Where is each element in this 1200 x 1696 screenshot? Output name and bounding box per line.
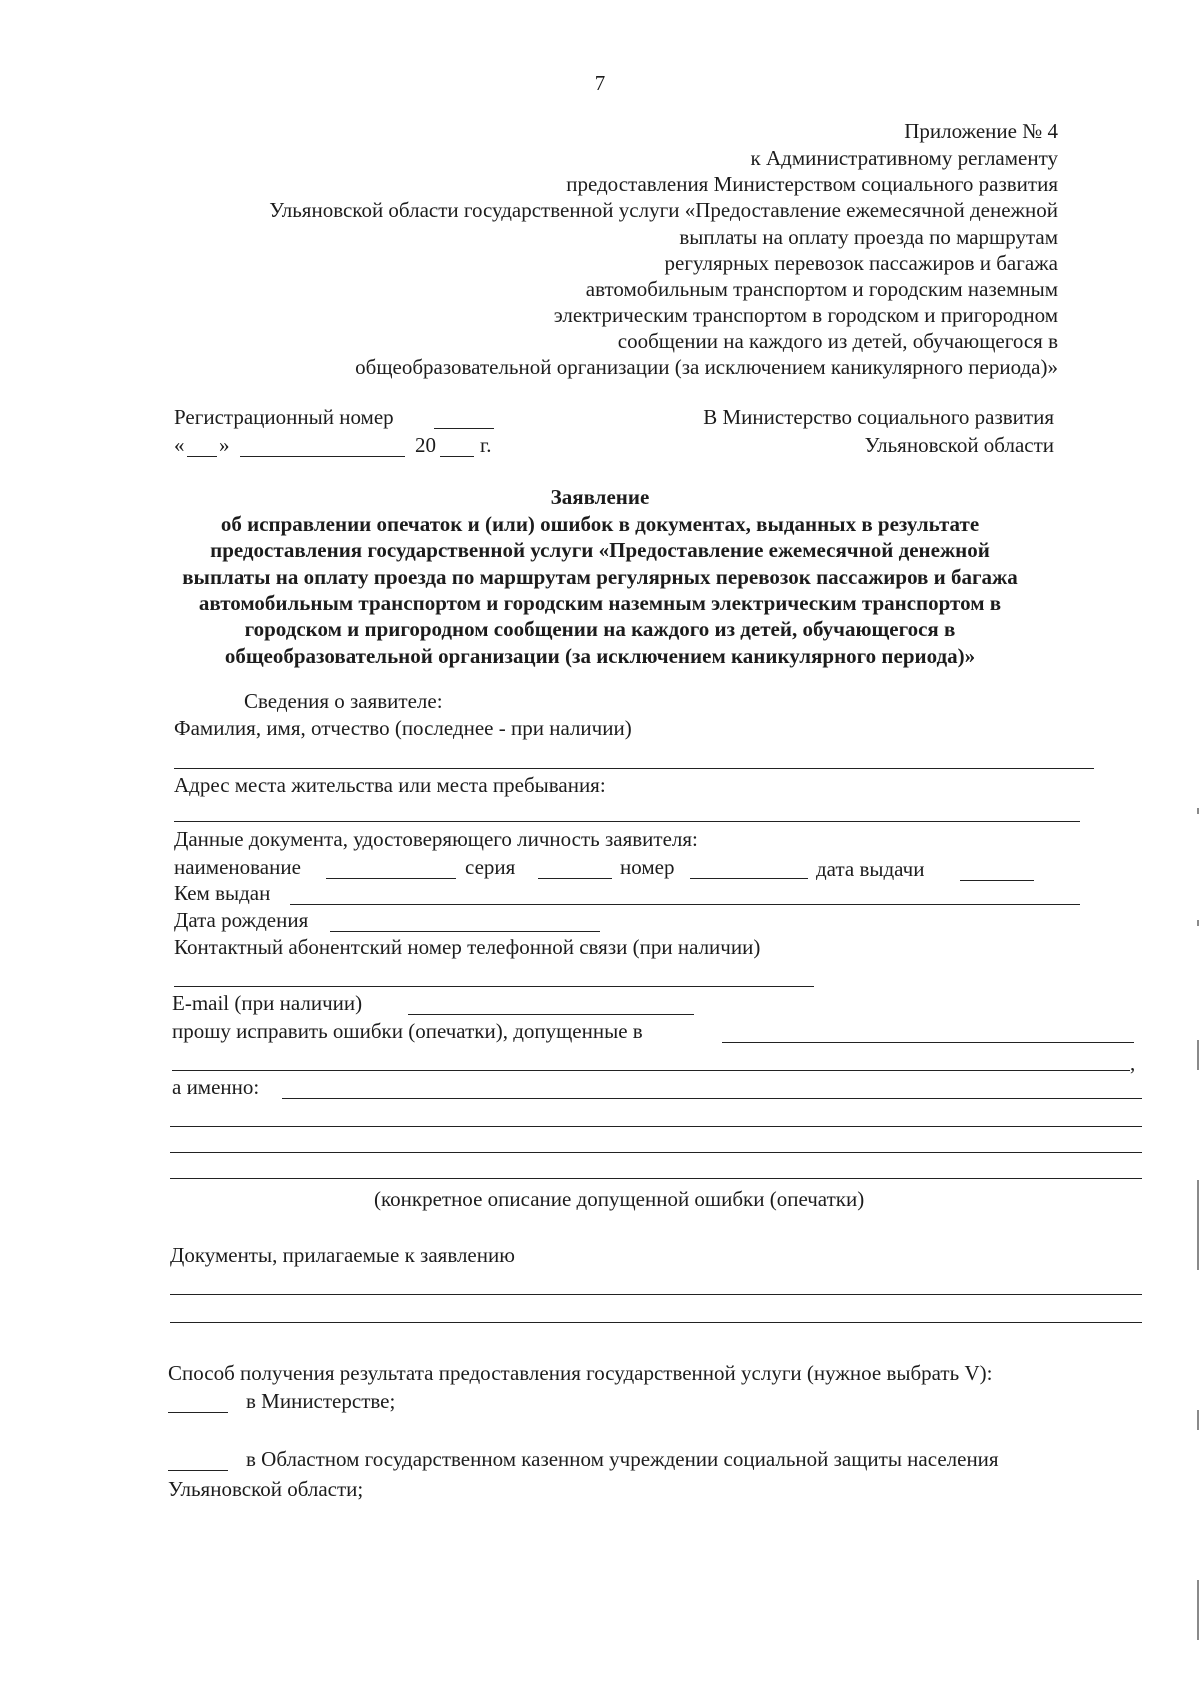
appendix-line: общеобразовательной организации (за исключением каникулярного периода)» [355, 355, 1058, 379]
issued-by-field[interactable] [290, 904, 1080, 905]
email-field[interactable] [408, 1014, 694, 1015]
doc-name-field[interactable] [326, 878, 456, 879]
doc-issue-date-label: дата выдачи [816, 857, 925, 881]
date-month-field[interactable] [240, 456, 405, 457]
option-ministry-checkbox[interactable] [168, 1412, 228, 1413]
title-line: общеобразовательной организации (за исключением каникулярного периода)» [224, 644, 976, 668]
recipient-line: В Министерство социального развития [703, 405, 1054, 429]
id-document-label: Данные документа, удостоверяющего личность заявителя: [174, 827, 698, 851]
date-year-field[interactable] [440, 456, 474, 457]
title-line: выплаты на оплату проезда по маршрутам регулярных перевозок пассажиров и багажа [182, 565, 1018, 589]
title-line: автомобильным транспортом и городским наземным электрическим транспортом в [198, 591, 1002, 615]
issued-by-label: Кем выдан [174, 881, 271, 905]
appendix-line: электрическим транспортом в городском и пригородном [553, 303, 1058, 327]
error-description-field[interactable] [170, 1178, 1142, 1179]
appendix-line: регулярных перевозок пассажиров и багажа [664, 251, 1058, 275]
request-label: прошу исправить ошибки (опечатки), допущенные в [172, 1019, 643, 1043]
doc-name-label: наименование [174, 855, 301, 879]
date-day-field[interactable] [187, 456, 217, 457]
applicant-info-label: Сведения о заявителе: [244, 689, 443, 713]
error-description-field[interactable] [282, 1098, 1142, 1099]
request-field[interactable] [722, 1042, 1134, 1043]
doc-number-label: номер [620, 855, 675, 879]
birth-date-field[interactable] [330, 931, 600, 932]
registration-number-field[interactable] [434, 428, 494, 429]
error-caption: (конкретное описание допущенной ошибки (опечатки) [374, 1187, 865, 1211]
page-number: 7 [594, 71, 606, 95]
appendix-line: автомобильным транспортом и городским наземным [585, 277, 1058, 301]
email-label: E-mail (при наличии) [172, 991, 363, 1015]
scan-artifact [1197, 1040, 1199, 1070]
receipt-method-label: Способ получения результата предоставления государственной услуги (нужное выбрать V): [168, 1361, 993, 1385]
request-field-continued[interactable] [172, 1070, 1130, 1071]
phone-label: Контактный абонентский номер телефонной связи (при наличии) [174, 935, 761, 959]
scan-artifact [1197, 808, 1199, 814]
scan-artifact [1197, 920, 1199, 926]
option-regional-label: в Областном государственном казенном учреждении социальной защиты населения [246, 1447, 999, 1471]
appendix-line: к Административному регламенту [750, 146, 1058, 170]
doc-series-field[interactable] [538, 878, 612, 879]
error-description-field[interactable] [170, 1126, 1142, 1127]
attached-docs-field[interactable] [170, 1294, 1142, 1295]
appendix-line: выплаты на оплату проезда по маршрутам [679, 225, 1058, 249]
full-name-field[interactable] [174, 768, 1094, 769]
attached-docs-field[interactable] [170, 1322, 1142, 1323]
appendix-line: Ульяновской области государственной услуги «Предоставление ежемесячной денежной [269, 198, 1058, 222]
title-line: об исправлении опечаток и (или) ошибок в документах, выданных в результате [220, 512, 980, 536]
date-year-prefix: 20 [415, 433, 436, 457]
date-open-quote: « [174, 433, 185, 457]
appendix-line: Приложение № 4 [904, 119, 1058, 143]
address-label: Адрес места жительства или места пребывания: [174, 773, 606, 797]
scan-artifact [1197, 1580, 1199, 1640]
option-regional-label-continued: Ульяновской области; [168, 1477, 364, 1501]
full-name-label: Фамилия, имя, отчество (последнее - при наличии) [174, 716, 632, 740]
appendix-line: предоставления Министерством социального развития [566, 172, 1058, 196]
doc-issue-date-field[interactable] [960, 880, 1034, 881]
date-year-suffix: г. [480, 433, 492, 457]
scan-artifact [1197, 1180, 1199, 1270]
request-comma: , [1130, 1051, 1136, 1075]
registration-number-label: Регистрационный номер [174, 405, 394, 429]
doc-series-label: серия [465, 855, 516, 879]
date-close-quote: » [219, 433, 230, 457]
appendix-line: сообщении на каждого из детей, обучающегося в [617, 329, 1058, 353]
option-ministry-label: в Министерстве; [246, 1389, 396, 1413]
namely-label: а именно: [172, 1075, 260, 1099]
document-title: Заявление [550, 485, 650, 509]
recipient-line: Ульяновской области [864, 433, 1054, 457]
doc-number-field[interactable] [690, 878, 808, 879]
scan-artifact [1197, 1410, 1199, 1430]
title-line: городском и пригородном сообщении на каждого из детей, обучающегося в [244, 617, 956, 641]
address-field[interactable] [174, 821, 1080, 822]
error-description-field[interactable] [170, 1152, 1142, 1153]
title-line: предоставления государственной услуги «Предоставление ежемесячной денежной [210, 538, 990, 562]
birth-date-label: Дата рождения [174, 908, 309, 932]
attached-docs-label: Документы, прилагаемые к заявлению [170, 1243, 515, 1267]
phone-field[interactable] [174, 986, 814, 987]
option-regional-checkbox[interactable] [168, 1470, 228, 1471]
